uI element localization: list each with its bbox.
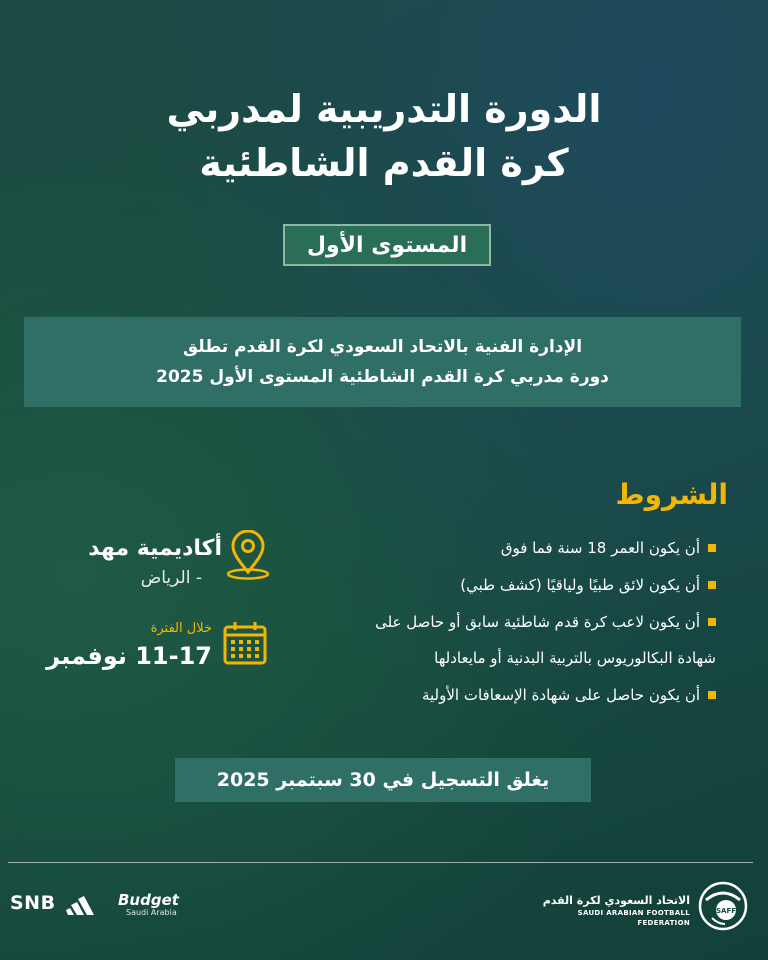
bullet-icon (708, 581, 716, 589)
calendar-icon (222, 620, 268, 666)
registration-deadline: يغلق التسجيل في 30 سبتمبر 2025 (175, 758, 591, 802)
bullet-icon (708, 618, 716, 626)
bullet-icon (708, 544, 716, 552)
adidas-logo-icon (66, 893, 102, 917)
condition-text: أن يكون حاصل على شهادة الإسعافات الأولية (421, 686, 700, 704)
snb-logo: SNB (10, 892, 56, 914)
title-line-2: كرة القدم الشاطئية (199, 141, 569, 185)
condition-item (296, 538, 716, 558)
intro-line-2: دورة مدربي كرة القدم الشاطئية المستوى الأول 2025 (156, 367, 609, 387)
bullet-icon (708, 691, 716, 699)
federation-name (530, 894, 690, 928)
budget-name: Budget (118, 891, 179, 909)
federation-name-ar: الاتحاد السعودي لكرة القدم (542, 894, 690, 907)
intro-line-1: الإدارة الفنية بالاتحاد السعودي لكرة القدم تطلق (182, 337, 583, 357)
condition-text: أن يكون لاعب كرة قدم شاطئية سابق أو حاصل على (375, 613, 700, 631)
federation-name-en: SAUDI ARABIAN FOOTBALL FEDERATION (577, 909, 690, 927)
page-title (0, 82, 768, 190)
condition-text-continuation: شهادة البكالوريوس بالتربية البدنية أو مايعادلها (434, 649, 716, 667)
condition-item (296, 685, 716, 705)
period-dates: 11-17 نوفمبر (46, 642, 212, 670)
location-city: - الرياض (140, 568, 202, 588)
condition-text: أن يكون العمر 18 سنة فما فوق (500, 539, 700, 557)
saff-logo-icon (698, 880, 748, 932)
location-name: أكاديمية مهد (88, 536, 222, 561)
saff-logo-text: SAFF (715, 907, 737, 915)
footer-divider (8, 862, 753, 863)
condition-item (296, 612, 716, 668)
budget-sub: Saudi Arabia (126, 908, 177, 917)
conditions-list (296, 538, 716, 722)
level-badge: المستوى الأول (283, 224, 491, 266)
conditions-title: الشروط (615, 478, 728, 511)
title-line-1: الدورة التدريبية لمدربي (166, 87, 602, 131)
condition-item (296, 575, 716, 595)
budget-logo (118, 892, 179, 918)
intro-box (24, 317, 741, 407)
condition-text: أن يكون لائق طبيًا ولياقيًا (كشف طبي) (460, 576, 700, 594)
period-label: خلال الفترة (150, 621, 212, 636)
location-pin-icon (224, 530, 272, 580)
